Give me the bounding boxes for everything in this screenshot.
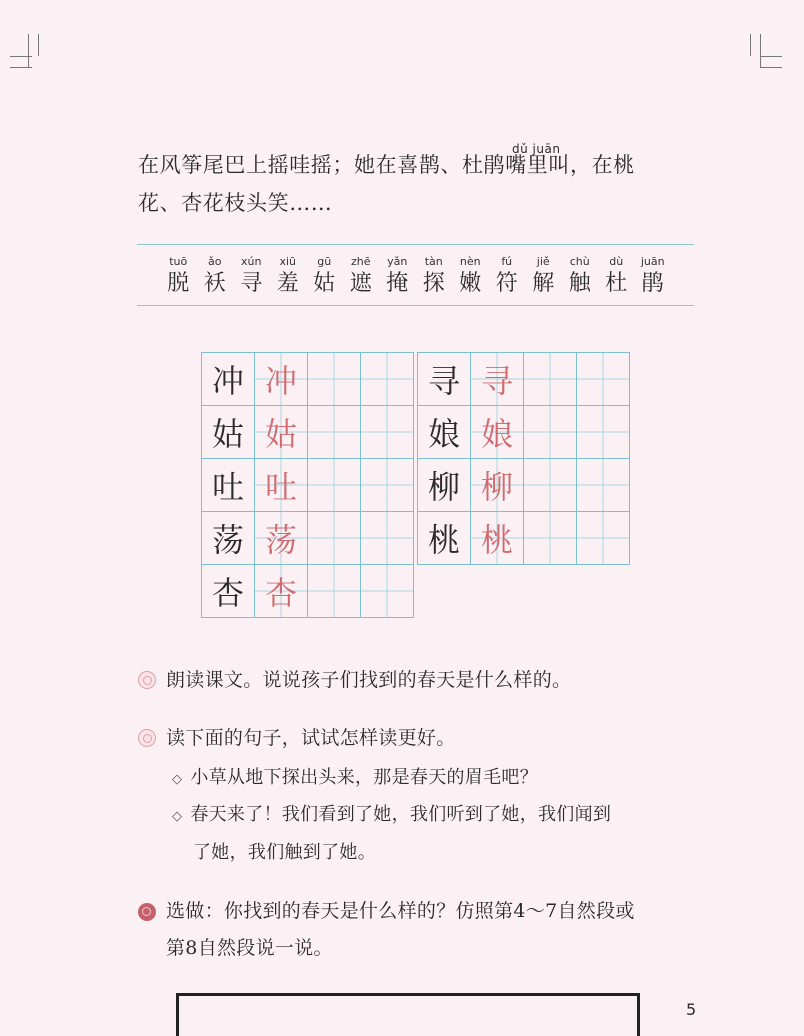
grid-cell-model: 娘 <box>418 406 471 459</box>
task-marker-filled-icon <box>138 903 156 921</box>
task-3-line-2: 第8自然段说一说。 <box>166 937 333 959</box>
crop-mark-right <box>756 34 778 74</box>
vocab-word: dù 杜 <box>605 255 628 296</box>
task-2-item-1: ◇ 小草从地下探出头来，那是春天的眉毛吧？ <box>172 767 539 788</box>
task-marker-icon <box>138 671 156 689</box>
task-marker-icon <box>138 729 156 747</box>
grid-cell-trace: 姑 <box>255 406 308 459</box>
grid-cell-trace: 吐 <box>255 459 308 512</box>
grid-cell-blank <box>308 406 361 459</box>
diamond-bullet-icon: ◇ <box>172 809 183 824</box>
grid-cell-blank <box>524 406 577 459</box>
grid-cell-trace: 杏 <box>255 565 308 618</box>
vocab-word: gū 姑 <box>313 255 336 296</box>
grid-cell-blank <box>524 353 577 406</box>
vocab-word: nèn 嫩 <box>459 255 482 296</box>
grid-cell-blank <box>577 406 630 459</box>
grid-cell-model: 桃 <box>418 512 471 565</box>
task-2: 读下面的句子，试试怎样读更好。 <box>166 727 456 749</box>
grid-cell-model: 杏 <box>202 565 255 618</box>
vocab-word: tuō 脱 <box>167 255 190 296</box>
vocab-word: yǎn 掩 <box>386 255 409 296</box>
grid-cell-trace: 荡 <box>255 512 308 565</box>
task-1: 朗读课文。说说孩子们找到的春天是什么样的。 <box>166 669 572 691</box>
vocab-word: chù 触 <box>568 255 591 296</box>
grid-cell-blank <box>361 459 414 512</box>
grid-cell-blank <box>361 565 414 618</box>
vocab-word: fú 符 <box>495 255 518 296</box>
vocab-word: xiū 羞 <box>276 255 299 296</box>
writing-grid-right <box>417 352 630 565</box>
grid-cell-trace: 寻 <box>471 353 524 406</box>
vocab-top-rule <box>137 244 694 245</box>
grid-cell-trace: 冲 <box>255 353 308 406</box>
grid-cell-model: 冲 <box>202 353 255 406</box>
grid-cell-model: 柳 <box>418 459 471 512</box>
vocab-word: jiě 解 <box>532 255 555 296</box>
paragraph-line-2: 花、杏花枝头笑…… <box>138 191 333 215</box>
pinyin-annotation: dǔ juān <box>512 142 561 156</box>
grid-cell-trace: 柳 <box>471 459 524 512</box>
grid-cell-blank <box>577 512 630 565</box>
grid-cell-blank <box>524 459 577 512</box>
grid-cell-blank <box>308 353 361 406</box>
bottom-section-box <box>176 993 640 1036</box>
grid-cell-model: 姑 <box>202 406 255 459</box>
grid-cell-blank <box>577 353 630 406</box>
vocab-list <box>160 254 671 298</box>
task-2-item-2-cont: 了她，我们触到了她。 <box>193 842 376 863</box>
vocab-word: zhē 遮 <box>349 255 372 296</box>
paragraph-line-1: 在风筝尾巴上摇哇摇；她在喜鹊、杜鹃嘴里叫，在桃 <box>138 153 635 177</box>
grid-cell-model: 寻 <box>418 353 471 406</box>
grid-cell-trace: 桃 <box>471 512 524 565</box>
task-2-item-2: ◇ 春天来了！我们看到了她，我们听到了她，我们闻到 <box>172 804 612 825</box>
grid-cell-model: 吐 <box>202 459 255 512</box>
grid-cell-blank <box>524 512 577 565</box>
vocab-word: ǎo 袄 <box>203 255 226 296</box>
vocab-word: juān 鹃 <box>640 255 665 296</box>
grid-cell-blank <box>361 512 414 565</box>
vocab-bottom-rule <box>137 305 694 306</box>
grid-cell-blank <box>361 406 414 459</box>
grid-cell-blank <box>308 512 361 565</box>
grid-cell-blank <box>361 353 414 406</box>
page-number: 5 <box>686 1000 697 1019</box>
grid-cell-blank <box>308 565 361 618</box>
crop-mark-left <box>10 34 32 74</box>
grid-cell-blank <box>308 459 361 512</box>
grid-cell-trace: 娘 <box>471 406 524 459</box>
task-3-line-1: 选做：你找到的春天是什么样的？仿照第4～7自然段或 <box>166 900 635 922</box>
vocab-word: xún 寻 <box>240 255 263 296</box>
writing-grid-left <box>201 352 414 618</box>
grid-cell-blank <box>577 459 630 512</box>
diamond-bullet-icon: ◇ <box>172 772 183 787</box>
grid-cell-model: 荡 <box>202 512 255 565</box>
vocab-word: tàn 探 <box>422 255 445 296</box>
